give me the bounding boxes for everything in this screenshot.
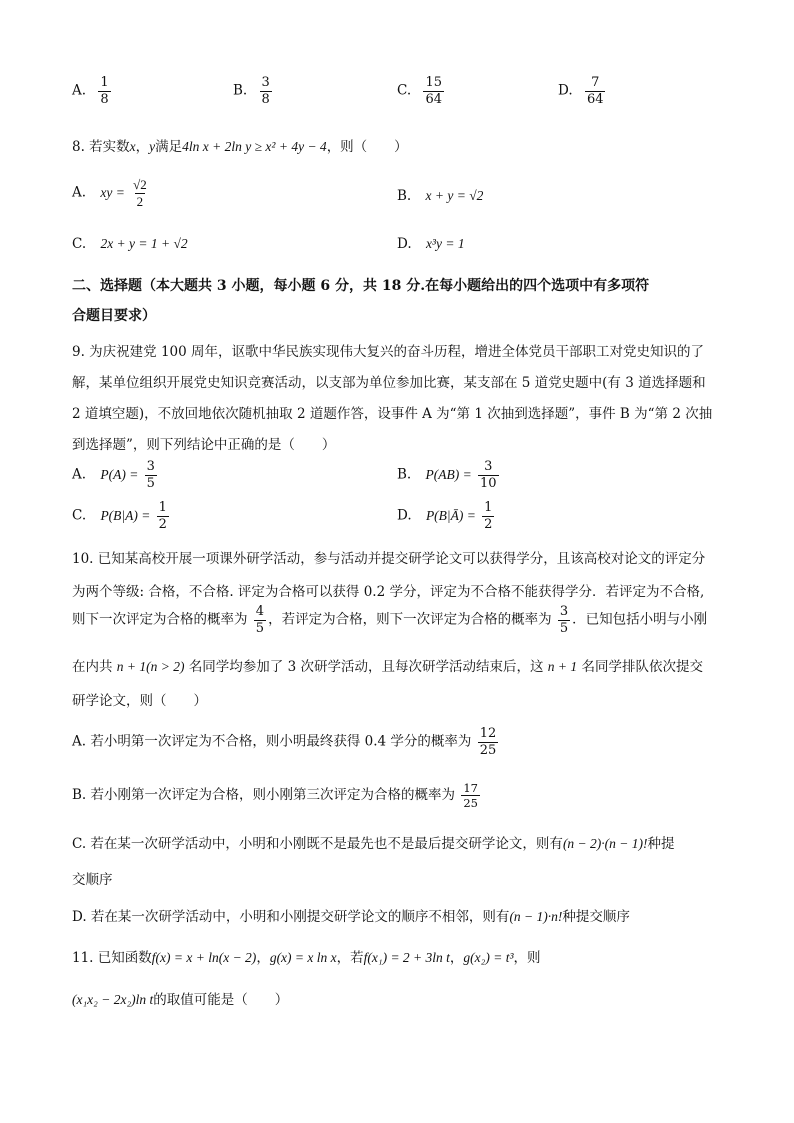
question-text: 的取值可能是（ ） — [153, 992, 289, 1008]
fraction — [423, 76, 444, 106]
math-expression: 2x + y = 1 + √2 — [100, 236, 188, 251]
q7-option-a[interactable] — [72, 76, 113, 106]
option-label: A. — [72, 82, 87, 99]
denominator: 2 — [136, 193, 144, 209]
option-label: C. — [397, 82, 412, 99]
math-expression: x + y = √2 — [425, 188, 484, 203]
q10-option-d[interactable] — [72, 905, 630, 925]
numerator: 3 — [146, 459, 155, 474]
option-text: A. 若小明第一次评定为不合格，则小明最终获得 0.4 学分的概率为 — [72, 733, 472, 750]
option-label: C. — [72, 507, 87, 524]
numerator: 3 — [559, 604, 569, 619]
q10-line4 — [72, 655, 703, 675]
math-expression: P(AB) = — [425, 466, 472, 482]
q10-line2: 为两个等级: 合格，不合格. 评定为合格可以获得 0.2 学分，评定为不合格不能获得学分．若评定为不合格, — [72, 584, 705, 600]
denominator: 64 — [586, 91, 604, 107]
fraction — [461, 782, 480, 809]
numerator: 1 — [100, 75, 109, 90]
fraction — [157, 501, 169, 531]
option-label: D. — [397, 236, 412, 252]
denominator: 10 — [480, 475, 497, 491]
fraction — [131, 178, 149, 208]
denominator: 5 — [559, 620, 569, 636]
denominator: 25 — [479, 742, 497, 758]
numerator: √2 — [133, 177, 147, 192]
fraction — [254, 605, 266, 635]
option-text: 种提 — [647, 836, 675, 852]
option-label: C. — [72, 236, 87, 252]
numerator: 4 — [255, 604, 265, 619]
math-expression: n + 1 — [547, 659, 578, 674]
q11-line2 — [72, 988, 288, 1008]
denominator: 64 — [425, 91, 442, 107]
question-text: 11. 已知函数 — [72, 950, 152, 966]
math-expression: n + 1(n > 2) — [116, 659, 185, 674]
math-expression: P(B|Ā) = — [425, 507, 476, 523]
option-label: A. — [72, 466, 87, 483]
denominator: 5 — [255, 620, 265, 636]
q8-stem — [72, 135, 408, 155]
math-expression: P(B|A) = — [100, 507, 151, 523]
math-expression: x³y = 1 — [425, 236, 465, 251]
q11-stem — [72, 946, 541, 966]
q9-option-a[interactable] — [72, 460, 159, 490]
fraction — [145, 460, 157, 490]
punctuation: ， — [135, 139, 150, 155]
fraction — [482, 501, 494, 531]
question-text: 名同学均参加了 3 次研学活动，且每次研学活动结束后，这 — [188, 659, 544, 675]
numerator: 17 — [463, 781, 478, 795]
section-heading-line2: 合题目要求） — [72, 308, 156, 324]
q9-option-d[interactable] — [397, 501, 496, 531]
denominator: 8 — [261, 91, 270, 107]
denominator: 8 — [100, 91, 109, 107]
q9-option-b[interactable] — [397, 460, 501, 490]
q9-option-c[interactable] — [72, 501, 171, 531]
math-expression: f(x) = x + ln(x − 2) — [151, 950, 257, 965]
math-expression: P(A) = — [100, 466, 139, 482]
q7-option-b[interactable] — [233, 76, 274, 106]
punctuation: ， — [256, 950, 270, 966]
question-text: 名同学排队依次提交 — [581, 659, 703, 675]
question-text: ，则 — [513, 950, 541, 966]
q8-option-c[interactable] — [72, 236, 188, 252]
fraction — [478, 727, 499, 757]
option-text: B. 若小刚第一次评定为合格，则小刚第三次评定为合格的概率为 — [72, 787, 456, 804]
question-text: ，若评定为合格，则下一次评定为合格的概率为 — [268, 611, 552, 628]
question-text: 在内共 — [72, 659, 113, 675]
numerator: 3 — [261, 75, 270, 90]
q9-line4: 到选择题”，则下列结论中正确的是（ ） — [72, 437, 336, 453]
question-text: ．已知包括小明与小刚 — [572, 611, 708, 628]
math-expression: (x₁x₂ − 2x₂)ln t — [72, 992, 154, 1007]
option-label: B. — [233, 82, 248, 99]
math-expression: f(x₁) = 2 + 3ln t — [363, 950, 450, 965]
denominator: 2 — [158, 516, 167, 532]
punctuation: ， — [449, 950, 464, 966]
option-text: C. 若在某一次研学活动中，小明和小刚既不是最先也不是最后提交研学论文，则有 — [72, 836, 563, 852]
numerator: 1 — [158, 500, 167, 515]
q10-option-a[interactable] — [72, 727, 500, 757]
option-text: 种提交顺序 — [562, 909, 630, 925]
q10-option-c-line2: 交顺序 — [72, 872, 113, 888]
variable: x — [129, 139, 136, 154]
option-label: D. — [558, 82, 573, 99]
question-text: 则下一次评定为合格的概率为 — [72, 611, 248, 628]
math-expression: g(x₂) = t³ — [463, 950, 514, 965]
q7-option-c[interactable] — [397, 76, 446, 106]
q10-line5: 研学论文，则（ ） — [72, 693, 207, 709]
q8-option-d[interactable] — [397, 236, 465, 252]
fraction — [558, 605, 570, 635]
option-label: A. — [72, 184, 87, 201]
fraction — [260, 76, 272, 106]
option-label: B. — [397, 466, 412, 483]
numerator: 12 — [479, 726, 497, 741]
question-text: 8. 若实数 — [72, 139, 130, 155]
denominator: 25 — [463, 796, 478, 811]
math-expression: (n − 2)·(n − 1)! — [562, 836, 648, 851]
question-text: ，若 — [336, 950, 364, 966]
option-label: B. — [397, 188, 412, 204]
q9-line2: 解，某单位组织开展党史知识竞赛活动，以支部为单位参加比赛，某支部在 5 道党史题中(有 3 道选择题和 — [72, 375, 706, 391]
q8-option-b[interactable] — [397, 188, 483, 204]
q10-option-c[interactable] — [72, 832, 675, 852]
numerator: 7 — [591, 75, 600, 90]
q10-line1: 10. 已知某高校开展一项课外研学活动，参与活动并提交研学论文可以获得学分，且该高校对论文的评定分 — [72, 551, 706, 567]
math-expression: 4ln x + 2ln y ≥ x² + 4y − 4 — [182, 139, 327, 154]
math-expression: xy = — [100, 184, 125, 200]
option-label: D. — [397, 507, 412, 524]
q9-line1: 9. 为庆祝建党 100 周年，讴歌中华民族实现伟大复兴的奋斗历程，增进全体党员干部职工对党史知识的了 — [72, 344, 705, 360]
q10-line3 — [72, 605, 707, 635]
question-text: ，则（ ） — [326, 139, 408, 155]
fraction — [478, 460, 499, 490]
question-text: 满足 — [155, 139, 183, 155]
math-expression: (n − 1)·n! — [509, 909, 563, 924]
fraction — [585, 76, 606, 106]
fraction — [98, 76, 110, 106]
option-text: D. 若在某一次研学活动中，小明和小刚提交研学论文的顺序不相邻，则有 — [72, 909, 510, 925]
q7-option-d[interactable] — [558, 76, 607, 106]
q8-option-a[interactable] — [72, 178, 151, 208]
math-expression: g(x) = x ln x — [269, 950, 337, 965]
variable: y — [149, 139, 156, 154]
numerator: 15 — [425, 75, 442, 90]
section-heading-line1: 二、选择题（本大题共 3 小题，每小题 6 分，共 18 分.在每小题给出的四个选项中有多项符 — [72, 278, 650, 294]
denominator: 2 — [484, 516, 493, 532]
numerator: 1 — [484, 500, 493, 515]
denominator: 5 — [146, 475, 155, 491]
q9-line3: 2 道填空题)，不放回地依次随机抽取 2 道题作答，设事件 A 为“第 1 次抽到选择题”，事件 B 为“第 2 次抽 — [72, 406, 713, 422]
q10-option-b[interactable] — [72, 782, 482, 809]
numerator: 3 — [484, 459, 493, 474]
